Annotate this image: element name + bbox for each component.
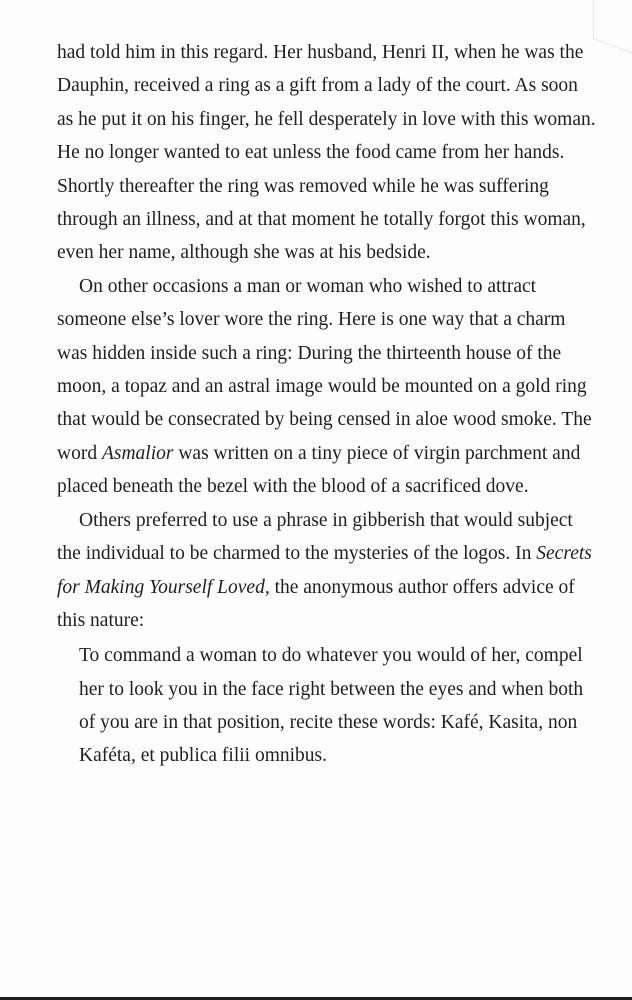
paragraph-2-text-start: On other occasions a man or woman who wished to attract someone else’s lover wore the ring. Here is one way that a charm was hidden inside such a ring: During the thirteenth house of the moon, a topaz and an astral image would be mounted on a gold ring that would be consecrated by being censed in aloe wood smoke. The word (57, 275, 592, 464)
paragraph-henri-ii-ring: had told him in this regard. Her husband, Henri II, when he was the Dauphin, received a ring as a gift from a lady of the court. As soon as he put it on his finger, he fell desperately in love with this woman. He no longer wanted to eat unless the food came from her hands. Shortly thereafter the ring was removed while he was suffering through an illness, and at that moment he totally forgot this woman, even her name, although she was at his bedside. (57, 42, 596, 264)
blockquote-command-woman: To command a woman to do whatever you would of her, compel her to look you in the face right between the eyes and when both of you are in that position, recite these words: Kafé, Kasita, non Kaféta, et publica filii omnibus. (79, 645, 584, 766)
asmalior-italic-word: Asmalior (101, 442, 174, 464)
paragraph-gibberish-phrase (57, 504, 597, 638)
page-text-block (57, 36, 597, 772)
paragraph-asmalior-charm (57, 270, 597, 504)
paragraph-2-text-end: was written on a tiny piece of virgin parchment and placed beneath the bezel with the blood of a sacrificed dove. (57, 442, 581, 498)
page-corner-fold (593, 0, 632, 53)
book-title-italic: Secrets for Making Yourself Loved, (57, 543, 592, 598)
paragraph-3-text-start: Others preferred to use a phrase in gibberish that would subject the individual to be charmed to the mysteries of the logos. In (57, 509, 573, 565)
paragraph-3-text-end: the anonymous author offers advice of this nature: (57, 576, 575, 631)
